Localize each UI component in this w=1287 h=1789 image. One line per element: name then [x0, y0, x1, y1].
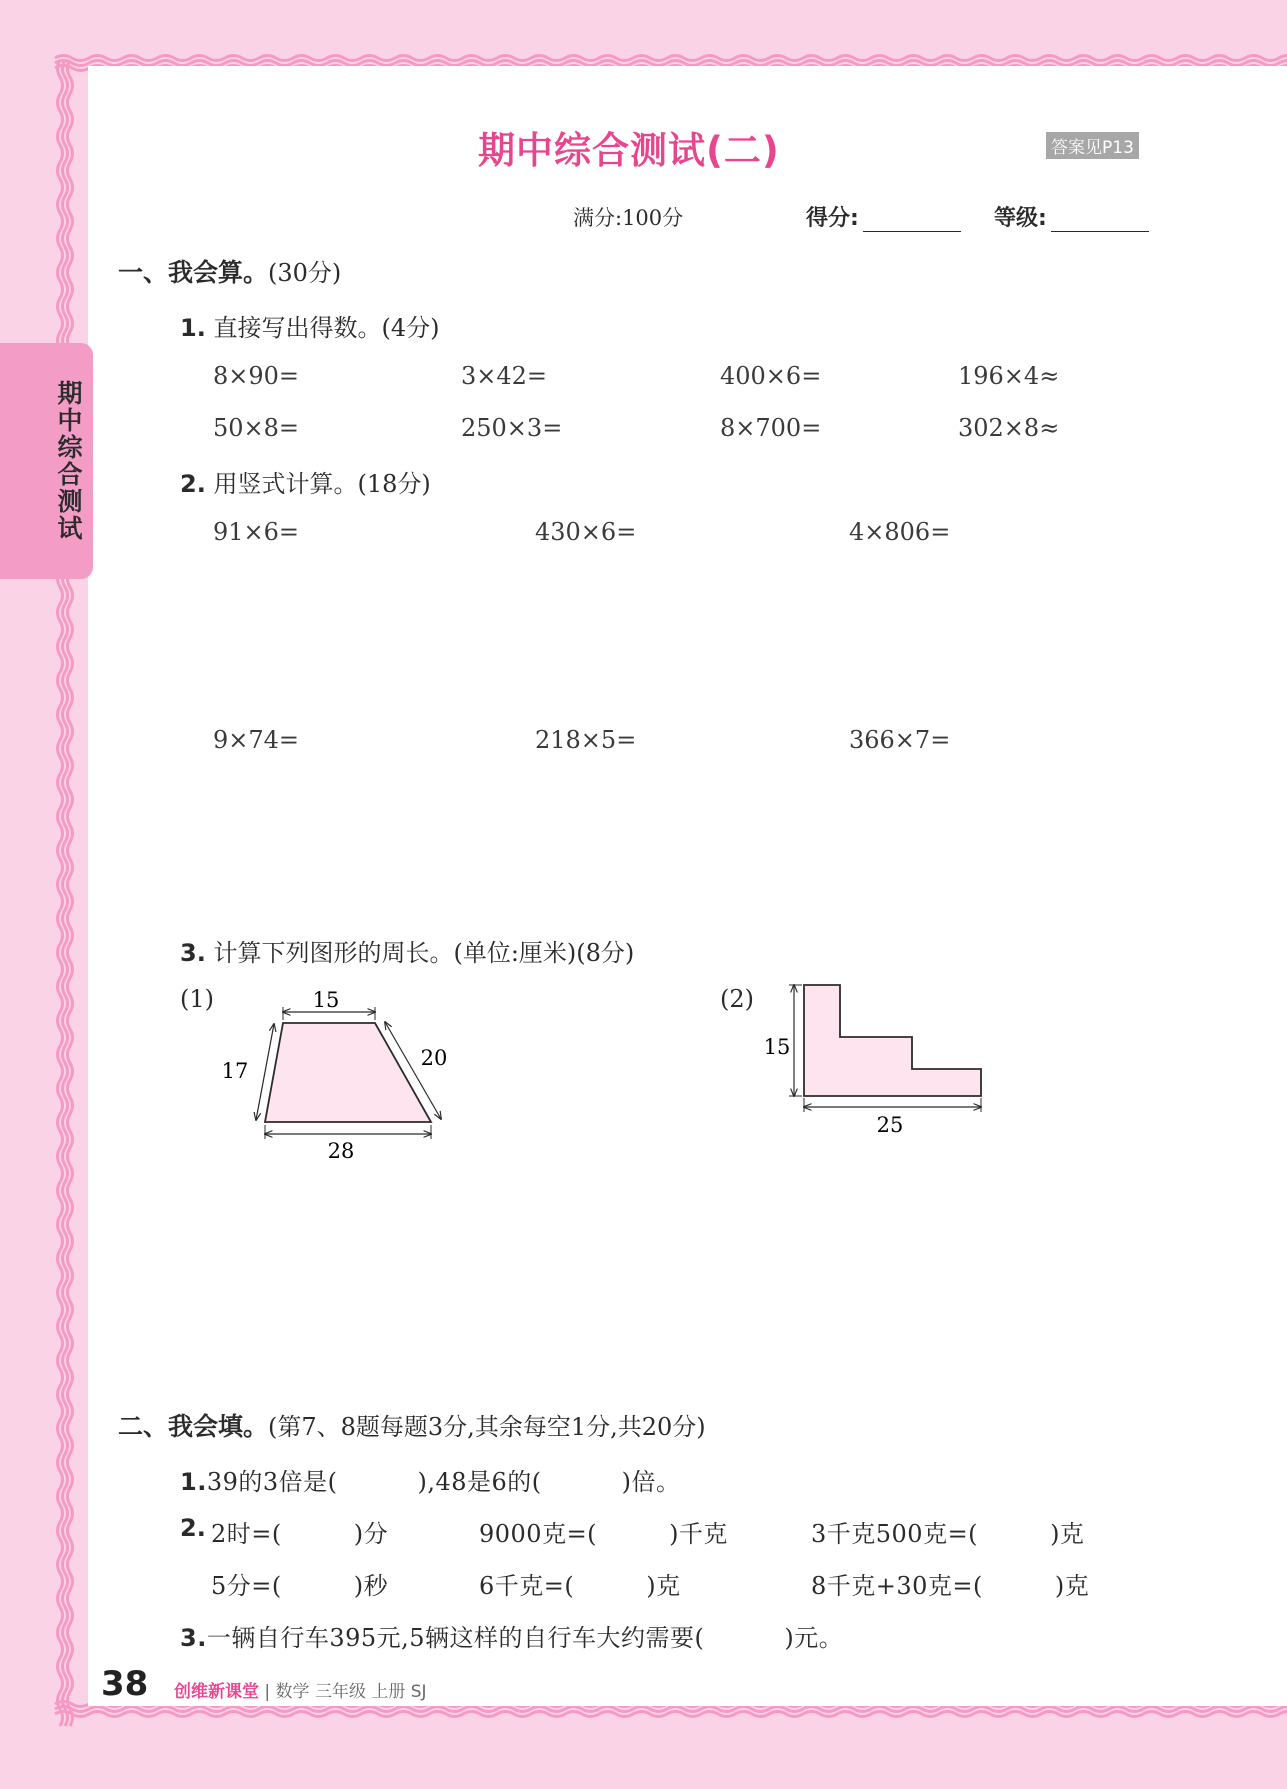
question-text: 39的3倍是(: [206, 1468, 338, 1496]
question-number: 1.: [180, 1468, 207, 1496]
question-text: )倍。: [621, 1468, 681, 1496]
vertical-calc-item: 9×74=: [213, 726, 300, 754]
staircase-shape: [804, 985, 981, 1096]
score-label: 得分:: [806, 206, 859, 231]
score-blank[interactable]: [863, 209, 961, 232]
grade-blank[interactable]: [1051, 209, 1149, 232]
vertical-calc-item: 218×5=: [535, 726, 637, 754]
left-wave-border: [58, 60, 73, 1726]
question-2-2-number: [180, 1514, 206, 1542]
unit-conversion-item: [211, 1566, 388, 1601]
oral-calc-item: 8×700=: [720, 414, 822, 442]
vertical-calc-item: 430×6=: [535, 518, 637, 546]
staircase-figure: [755, 975, 995, 1145]
divider: |: [259, 1682, 276, 1702]
figure-2-label: (2): [720, 985, 754, 1013]
unit-conversion-item: [479, 1566, 681, 1601]
page-title: 期中综合测试(二): [478, 129, 780, 172]
vertical-calc-item: 91×6=: [213, 518, 300, 546]
question-text: ),48是6的(: [417, 1468, 542, 1496]
question-text: 3千克500克=(: [811, 1520, 979, 1548]
unit-conversion-item: [811, 1566, 1089, 1601]
question-1-2: [180, 464, 431, 499]
book-info: 数学 三年级 上册 SJ: [275, 1682, 427, 1702]
series-info: [174, 1677, 427, 1702]
trapezoid-shape: [265, 1023, 431, 1122]
width-label: 25: [876, 1113, 904, 1137]
page-number: 38: [101, 1664, 149, 1704]
vertical-calc-item: 366×7=: [849, 726, 951, 754]
question-text: 8千克+30克=(: [811, 1572, 983, 1600]
unit-conversion-item: [479, 1514, 728, 1549]
oral-calc-item: 50×8=: [213, 414, 300, 442]
question-text: 一辆自行车395元,5辆这样的自行车大约需要(: [206, 1624, 705, 1652]
question-text: 5分=(: [211, 1572, 282, 1600]
question-text: 计算下列图形的周长。(单位:厘米)(8分): [213, 939, 635, 967]
side-tab-label: 期中综合测试: [57, 379, 83, 543]
section-2-points: (第7、8题每题3分,其余每空1分,共20分): [268, 1413, 706, 1441]
question-text: )分: [353, 1520, 389, 1548]
section-2-title: 二、我会填。: [118, 1412, 269, 1441]
question-text: 用竖式计算。(18分): [213, 470, 431, 498]
question-text: )秒: [353, 1572, 389, 1600]
figure-1-label: (1): [180, 985, 214, 1013]
oral-calc-item: 3×42=: [461, 362, 548, 390]
question-text: )千克: [669, 1520, 728, 1548]
question-number: 3.: [180, 939, 206, 967]
score-field[interactable]: [806, 201, 961, 232]
section-1-points: (30分): [268, 259, 342, 287]
grade-field[interactable]: [994, 201, 1149, 232]
question-1-3: [180, 933, 634, 968]
left-length-label: 17: [221, 1059, 249, 1083]
oral-calc-item: 302×8≈: [958, 414, 1060, 442]
oral-calc-item: 196×4≈: [958, 362, 1060, 390]
section-2-heading: [118, 1407, 706, 1443]
oral-calc-item: 400×6=: [720, 362, 822, 390]
question-number: 3.: [180, 1624, 207, 1652]
question-2-1: [180, 1462, 681, 1497]
section-1-title: 一、我会算。: [118, 258, 269, 287]
section-1-heading: [118, 253, 341, 289]
question-text: 直接写出得数。(4分): [213, 314, 440, 342]
top-length-label: 15: [312, 988, 340, 1012]
question-text: 2时=(: [211, 1520, 282, 1548]
question-number: 1.: [180, 314, 206, 342]
question-text: 9000克=(: [479, 1520, 598, 1548]
question-number: 2.: [180, 470, 206, 498]
unit-conversion-item: [211, 1514, 388, 1549]
bottom-length-label: 28: [327, 1139, 355, 1160]
question-text: )元。: [784, 1624, 844, 1652]
answer-reference-badge: 答案见P13: [1046, 132, 1139, 159]
question-text: 6千克=(: [479, 1572, 575, 1600]
grade-label: 等级:: [994, 206, 1047, 231]
full-score-label: 满分:100分: [573, 206, 684, 230]
question-number: 2.: [180, 1514, 206, 1542]
series-brand: 创维新课堂: [174, 1682, 259, 1702]
unit-conversion-item: [811, 1514, 1084, 1549]
vertical-calc-item: 4×806=: [849, 518, 951, 546]
trapezoid-figure: [210, 980, 460, 1160]
question-text: )克: [1050, 1520, 1085, 1548]
right-length-label: 20: [420, 1046, 448, 1070]
question-text: )克: [1054, 1572, 1090, 1600]
oral-calc-item: 8×90=: [213, 362, 300, 390]
oral-calc-item: 250×3=: [461, 414, 563, 442]
question-1-1: [180, 308, 439, 343]
question-text: )克: [646, 1572, 681, 1600]
height-label: 15: [763, 1035, 791, 1059]
question-2-3: [180, 1618, 843, 1653]
